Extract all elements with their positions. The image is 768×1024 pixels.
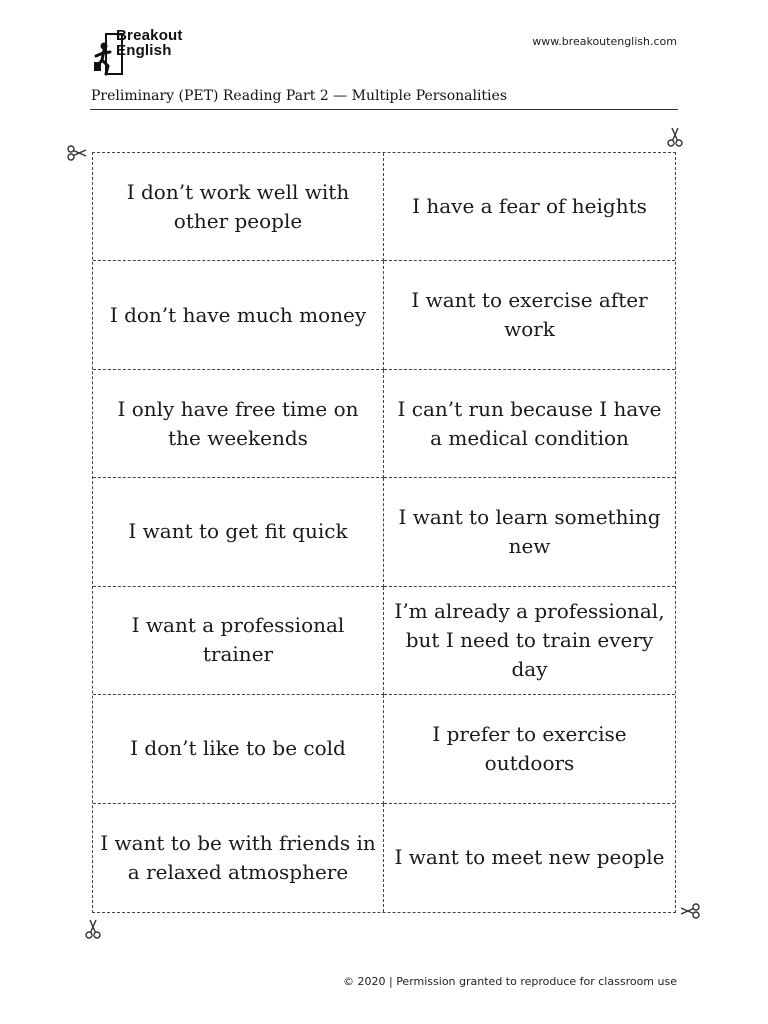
card: I only have free time on the weekends [93,370,384,478]
scissors-icon [664,126,686,148]
logo-text [116,28,183,58]
logo-line1: Breakout [116,27,183,44]
logo-line2: English [116,42,172,59]
card: I want to exercise after work [384,261,675,369]
card: I don’t work well with other people [93,153,384,261]
scissors-icon [679,900,701,922]
card-grid [92,152,676,913]
page-title: Preliminary (PET) Reading Part 2 — Multiple Personalities [91,88,508,104]
card: I want to meet new people [394,845,665,870]
scissors-icon [66,142,88,164]
footer-copyright: © 2020 | Permission granted to reproduce for classroom use [343,975,677,988]
card: I want to be with friends in a relaxed atmosphere [93,804,384,912]
card: I want to learn something new [384,478,675,586]
site-url: www.breakoutenglish.com [532,35,677,48]
title-divider [90,109,678,110]
card: I want a professional trainer [93,587,384,695]
card: I don’t have much money [93,261,384,369]
card: I want to get fit quick [93,478,384,586]
scissors-icon [82,918,104,940]
logo [92,28,212,78]
card: I don’t like to be cold [93,695,384,803]
card: I’m already a professional, but I need to train every day [384,587,675,695]
card: I have a fear of heights [384,153,675,261]
card: I prefer to exercise outdoors [384,695,675,803]
card: I can’t run because I have a medical condition [384,370,675,478]
